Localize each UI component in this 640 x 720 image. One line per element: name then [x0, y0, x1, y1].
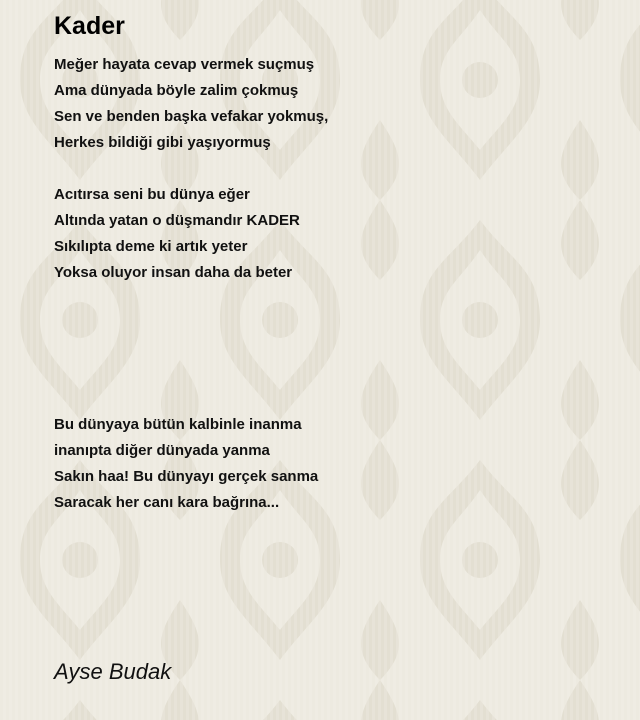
poem-author: Ayse Budak [54, 659, 172, 684]
poem-title: Kader [54, 12, 125, 40]
poem-line: Yoksa oluyor insan daha da beter [54, 264, 293, 281]
poem-line: Meğer hayata cevap vermek suçmuş [54, 56, 315, 73]
poem-line: Saracak her canı kara bağrına... [54, 494, 280, 511]
poem-line: Ama dünyada böyle zalim çokmuş [54, 82, 299, 99]
poem-line: Bu dünyaya bütün kalbinle inanma [54, 416, 302, 433]
poem-line: Sıkılıpta deme ki artık yeter [54, 238, 248, 255]
stanza-1 [54, 52, 614, 156]
stanza-spacer [54, 156, 614, 182]
poem-line: Acıtırsa seni bu dünya eğer [54, 186, 250, 203]
poem-line: Sen ve benden başka vefakar yokmuş, [54, 108, 329, 125]
stanza-spacer [54, 286, 614, 412]
poem-line: Herkes bildiği gibi yaşıyormuş [54, 134, 271, 151]
stanza-3 [54, 412, 614, 516]
poem-line: inanıpta diğer dünyada yanma [54, 442, 270, 459]
poem-container [54, 10, 614, 516]
poem-line: Sakın haa! Bu dünyayı gerçek sanma [54, 468, 319, 485]
stanza-2 [54, 182, 614, 286]
poem-line: Altında yatan o düşmandır KADER [54, 212, 300, 229]
